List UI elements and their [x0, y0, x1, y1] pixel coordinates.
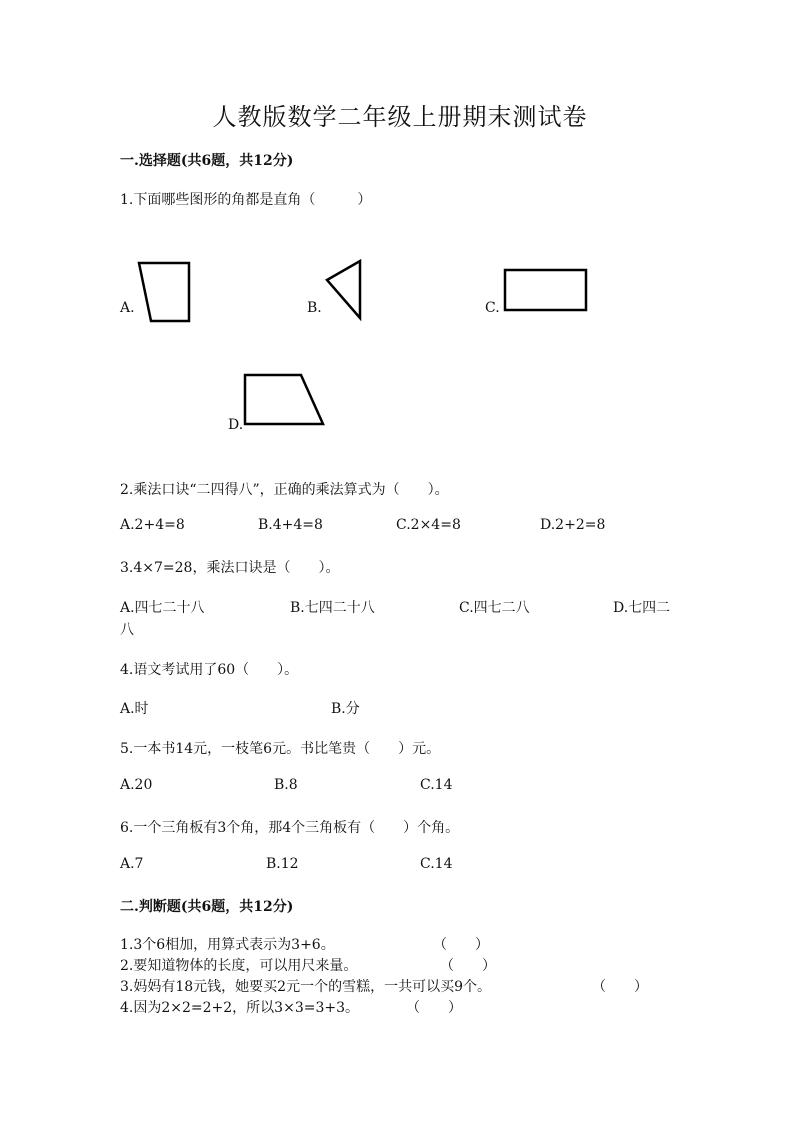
q4-option-a: A.时 [120, 701, 149, 717]
q5-option-a: A.20 [120, 777, 153, 793]
judge-item-1 [120, 934, 680, 954]
q3-option-c: C.四七二八 [459, 600, 530, 616]
q1-option-d-trapezoid [243, 373, 327, 429]
q2-option-c: C.2×4=8 [396, 517, 461, 533]
judge-item-4 [120, 997, 680, 1017]
section-heading-judgement: 二.判断题(共6题，共12分) [120, 899, 294, 915]
judge-item-1-paren: （ ） [433, 937, 489, 953]
question-1: 1.下面哪些图形的角都是直角（ ） [120, 192, 372, 208]
q2-option-b: B.4+4=8 [258, 517, 323, 533]
q1-option-a-quadrilateral [135, 258, 195, 324]
q1-option-c-rectangle [503, 268, 589, 314]
q1-option-a-label: A. [120, 300, 135, 316]
judge-item-2-text: 2.要知道物体的长度，可以用尺来量。 [120, 958, 358, 974]
judge-item-2-paren: （ ） [440, 958, 496, 974]
q6-option-b: B.12 [266, 856, 299, 872]
page-title: 人教版数学二年级上册期末测试卷 [212, 103, 588, 131]
question-6: 6.一个三角板有3个角，那4个三角板有（ ）个角。 [120, 820, 460, 836]
judge-item-1-text: 1.3个6相加，用算式表示为3+6。 [120, 937, 335, 953]
judge-item-4-paren: （ ） [406, 1000, 462, 1016]
q1-option-c-label: C. [485, 300, 500, 316]
q2-option-d: D.2+2=8 [540, 517, 606, 533]
q2-option-a: A.2+4=8 [120, 517, 185, 533]
q5-option-b: B.8 [274, 777, 298, 793]
q1-option-b-triangle [322, 258, 366, 322]
q6-option-c: C.14 [420, 856, 453, 872]
question-3: 3.4×7=28，乘法口诀是（ ）。 [120, 560, 340, 576]
judge-item-4-text: 4.因为2×2=2+2，所以3×3=3+3。 [120, 1000, 359, 1016]
judge-item-3 [120, 976, 680, 996]
question-5: 5.一本书14元，一枝笔6元。书比笔贵（ ）元。 [120, 741, 441, 757]
q6-option-a: A.7 [120, 856, 144, 872]
q1-option-b-label: B. [307, 300, 322, 316]
question-2: 2.乘法口诀“二四得八”，正确的乘法算式为（ ）。 [120, 482, 449, 498]
q3-option-d: D.七四二 [613, 600, 671, 616]
q3-option-d-wrap: 八 [120, 622, 134, 638]
q4-option-b: B.分 [331, 701, 360, 717]
question-4: 4.语文考试用了60（ ）。 [120, 662, 299, 678]
judge-item-3-text: 3.妈妈有18元钱，她要买2元一个的雪糕，一共可以买9个。 [120, 979, 491, 995]
judge-item-2 [120, 955, 680, 975]
q5-option-c: C.14 [420, 777, 453, 793]
q3-option-b: B.七四二十八 [290, 600, 375, 616]
judge-item-3-paren: （ ） [592, 979, 648, 995]
section-heading-choice: 一.选择题(共6题，共12分) [120, 153, 294, 169]
q3-option-a: A.四七二十八 [120, 600, 205, 616]
q1-option-d-label: D. [228, 417, 244, 433]
